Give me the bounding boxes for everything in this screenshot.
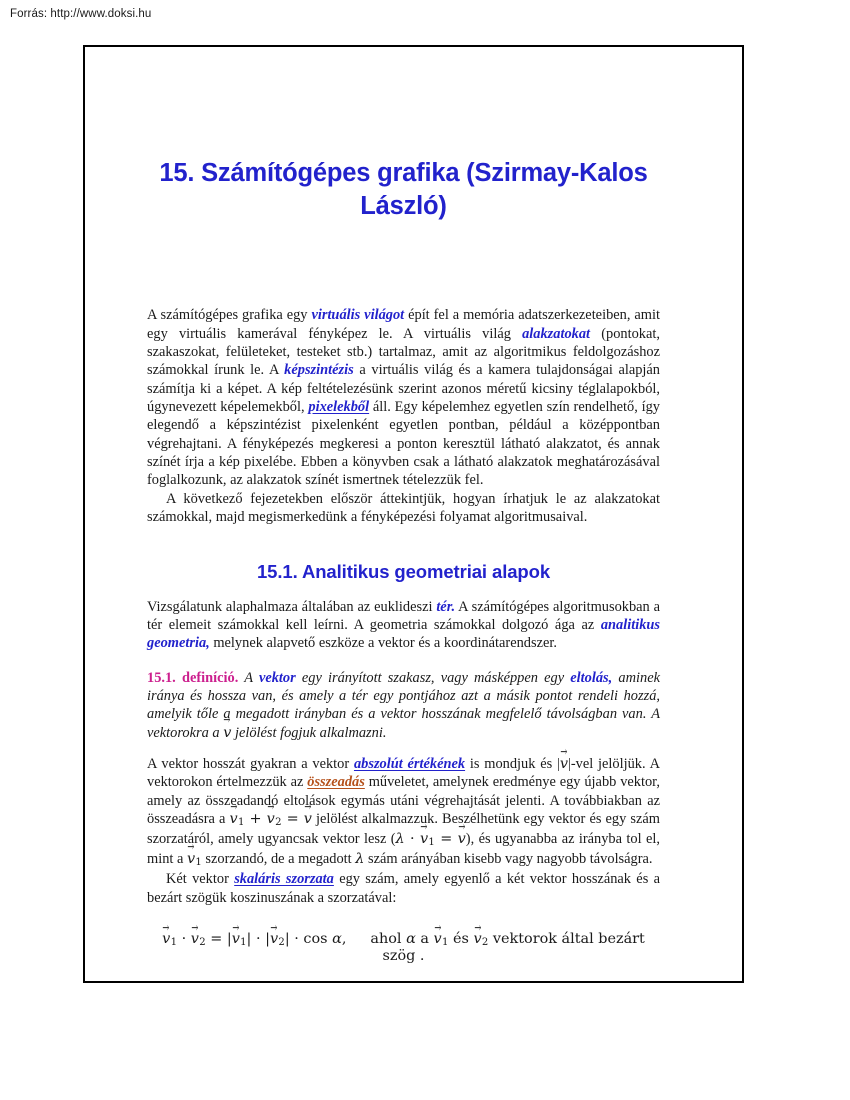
intro-p1-text-5: áll. Egy képelemhez egyetlen szín rendelhető, így elegendő a képszintézist pixelenként egyetlen pontban, például a középpontban végrehajtani. A fényképezés megkeresi a ponton keresztül látható alakzatot, és annak színét írja a kép pixelébe. Ebben a könyvben csak a látható alakzatok meghatározásával foglalkozunk, az alakzatok színét ismertnek tételezzük fel. [147, 399, 661, 489]
chapter-title [147, 47, 660, 222]
formula-lhs: → $v_1$ · → $v_2$ = |→ $v_1|$ · |→ $v_2| \cdot \cos \alpha$, [162, 931, 346, 947]
document-page-frame [83, 45, 744, 983]
section-p2-text-6: ), és ugyanabba az irányba tol el, mint a [147, 831, 660, 868]
section-p1-text-2: A számítógépes algoritmusokban a tér elemeit számokkal kell leírni. A geometria számokkal dolgozó ága az [147, 598, 660, 633]
section-p2-text-2: is mondjuk és | [465, 756, 560, 773]
section-p1-text-1: Vizsgálatunk alaphalmaza általában az euklideszi [147, 598, 437, 615]
emphasis-analitikus-geometria: analitikus geometria, [147, 616, 660, 652]
emphasis-eltolas: eltolás, [570, 669, 613, 686]
emphasis-virtualis-vilagot: virtuális világot [311, 307, 405, 324]
intro-paragraph-1 [147, 306, 660, 490]
emphasis-pixelekbol: pixelekből [308, 399, 370, 416]
emphasis-osszeadas: összeadás [307, 774, 365, 791]
emphasis-alakzatokat: alakzatokat [522, 325, 591, 342]
section-heading-15-1: 15.1. Analitikus geometriai alapok [256, 560, 551, 582]
section-p3-text-2: egy szám, amely egyenlő a két vektor hosszának és a bezárt szögük koszinuszának a szorzatával: [147, 871, 660, 906]
math-lambda: λ [355, 851, 365, 868]
math-scale-formula: λ · → $v_1$ = → v [396, 831, 466, 847]
intro-block [147, 306, 660, 526]
section-p2-text-4: műveletet, amelynek eredménye egy újabb vektor, amely az összeadandó eltolások egymás utáni végrehajtását jelenti. A továbbiakban az összeadásra a [147, 774, 660, 828]
intro-p1-text-2: épít fel a memória adatszerkezeteiben, amit egy virtuális kamerával fényképez le. A virtuális világ [147, 307, 660, 342]
section-paragraph-3 [147, 870, 660, 907]
section-p2-text-1: A vektor hosszát gyakran a vektor [147, 756, 354, 773]
section-paragraph-1 [147, 598, 660, 653]
section-p2-text-3: |-vel jelöljük. A vektorokon értelmezzük az [147, 756, 660, 791]
math-sum-formula: → $v_1$ + → $v_2$ = → v [230, 811, 312, 827]
displayed-formula-scalar-product [147, 907, 660, 965]
math-vector-v1: → $v_1$ [187, 851, 202, 867]
definition-text-4: jelölést fogjuk alkalmazni. [231, 724, 387, 741]
intro-p1-text-4: a virtuális világ és a kamera tulajdonságai alapján számítja ki a képet. A kép feltételezésünk szerint azonos méretű kicsiny téglalapokból, úgynevezett képelemekből, [147, 362, 660, 416]
intro-p1-text-1: A számítógépes grafika egy [147, 307, 312, 324]
emphasis-ter: tér. [436, 598, 456, 615]
intro-p1-text-3: (pontokat, szakaszokat, felületeket, testeket stb.) tartalmaz, amit az algoritmikus feldolgozáshoz számokkal írunk le. A [147, 325, 660, 379]
emphasis-vektor: vektor [258, 669, 296, 686]
emphasis-skalaris-szorzata: skaláris szorzata [234, 871, 334, 888]
section-paragraph-2 [147, 755, 660, 870]
definition-label: 15.1. definíció. [147, 669, 239, 686]
chapter-title-line-1: 15. Számítógépes grafika (Szirmay-Kalos [159, 159, 648, 187]
emphasis-abszolut-ertekenek: abszolút értékének [353, 756, 466, 773]
section-p1-text-3: melynek alapvető eszköze a vektor és a koordinátarendszer. [209, 635, 557, 652]
emphasis-kepszintezis: képszintézis [284, 362, 354, 379]
formula-rhs: ahol α $a \to v_1$ és → $v_2$ vektorok által bezárt szög . [370, 931, 644, 964]
spacer [147, 742, 660, 755]
source-banner: Forrás: http://www.doksi.hu [10, 8, 152, 20]
definition-text-3: aminek iránya és hossza van, és amely a tér egy pontjához azt a másik pontot rendeli hozzá, amelyik tőle a megadott irányban és a vektor hosszának megfelelő távolságban van. A vektorokra a [147, 669, 660, 741]
page-content [147, 47, 660, 965]
math-vector-v-abs: → v [560, 755, 568, 773]
chapter-title-line-2: László) [360, 191, 447, 220]
section-p2-text-5: jelölést alkalmazzuk. Beszélhetünk egy vektor és egy szám szorzatáról, amely ugyancsak vektor lesz ( [147, 811, 660, 848]
section-p2-text-7: szorzandó, de a megadott [201, 851, 356, 868]
section-p2-text-8: szám arányában kisebb vagy nagyobb távolságra. [364, 851, 653, 868]
definition-text-2: egy irányított szakasz, vagy másképpen egy [295, 669, 571, 686]
definition-15-1 [147, 653, 660, 742]
intro-paragraph-2: A következő fejezetekben először áttekintjük, hogyan írhatjuk le az alakzatokat számokkal, majd megismerkedünk a fényképezési folyamat algoritmusaival. [147, 490, 660, 526]
math-vector-v: → v [223, 724, 231, 742]
definition-text-1: A [238, 669, 259, 686]
section-p3-text-1: Két vektor [166, 871, 235, 888]
